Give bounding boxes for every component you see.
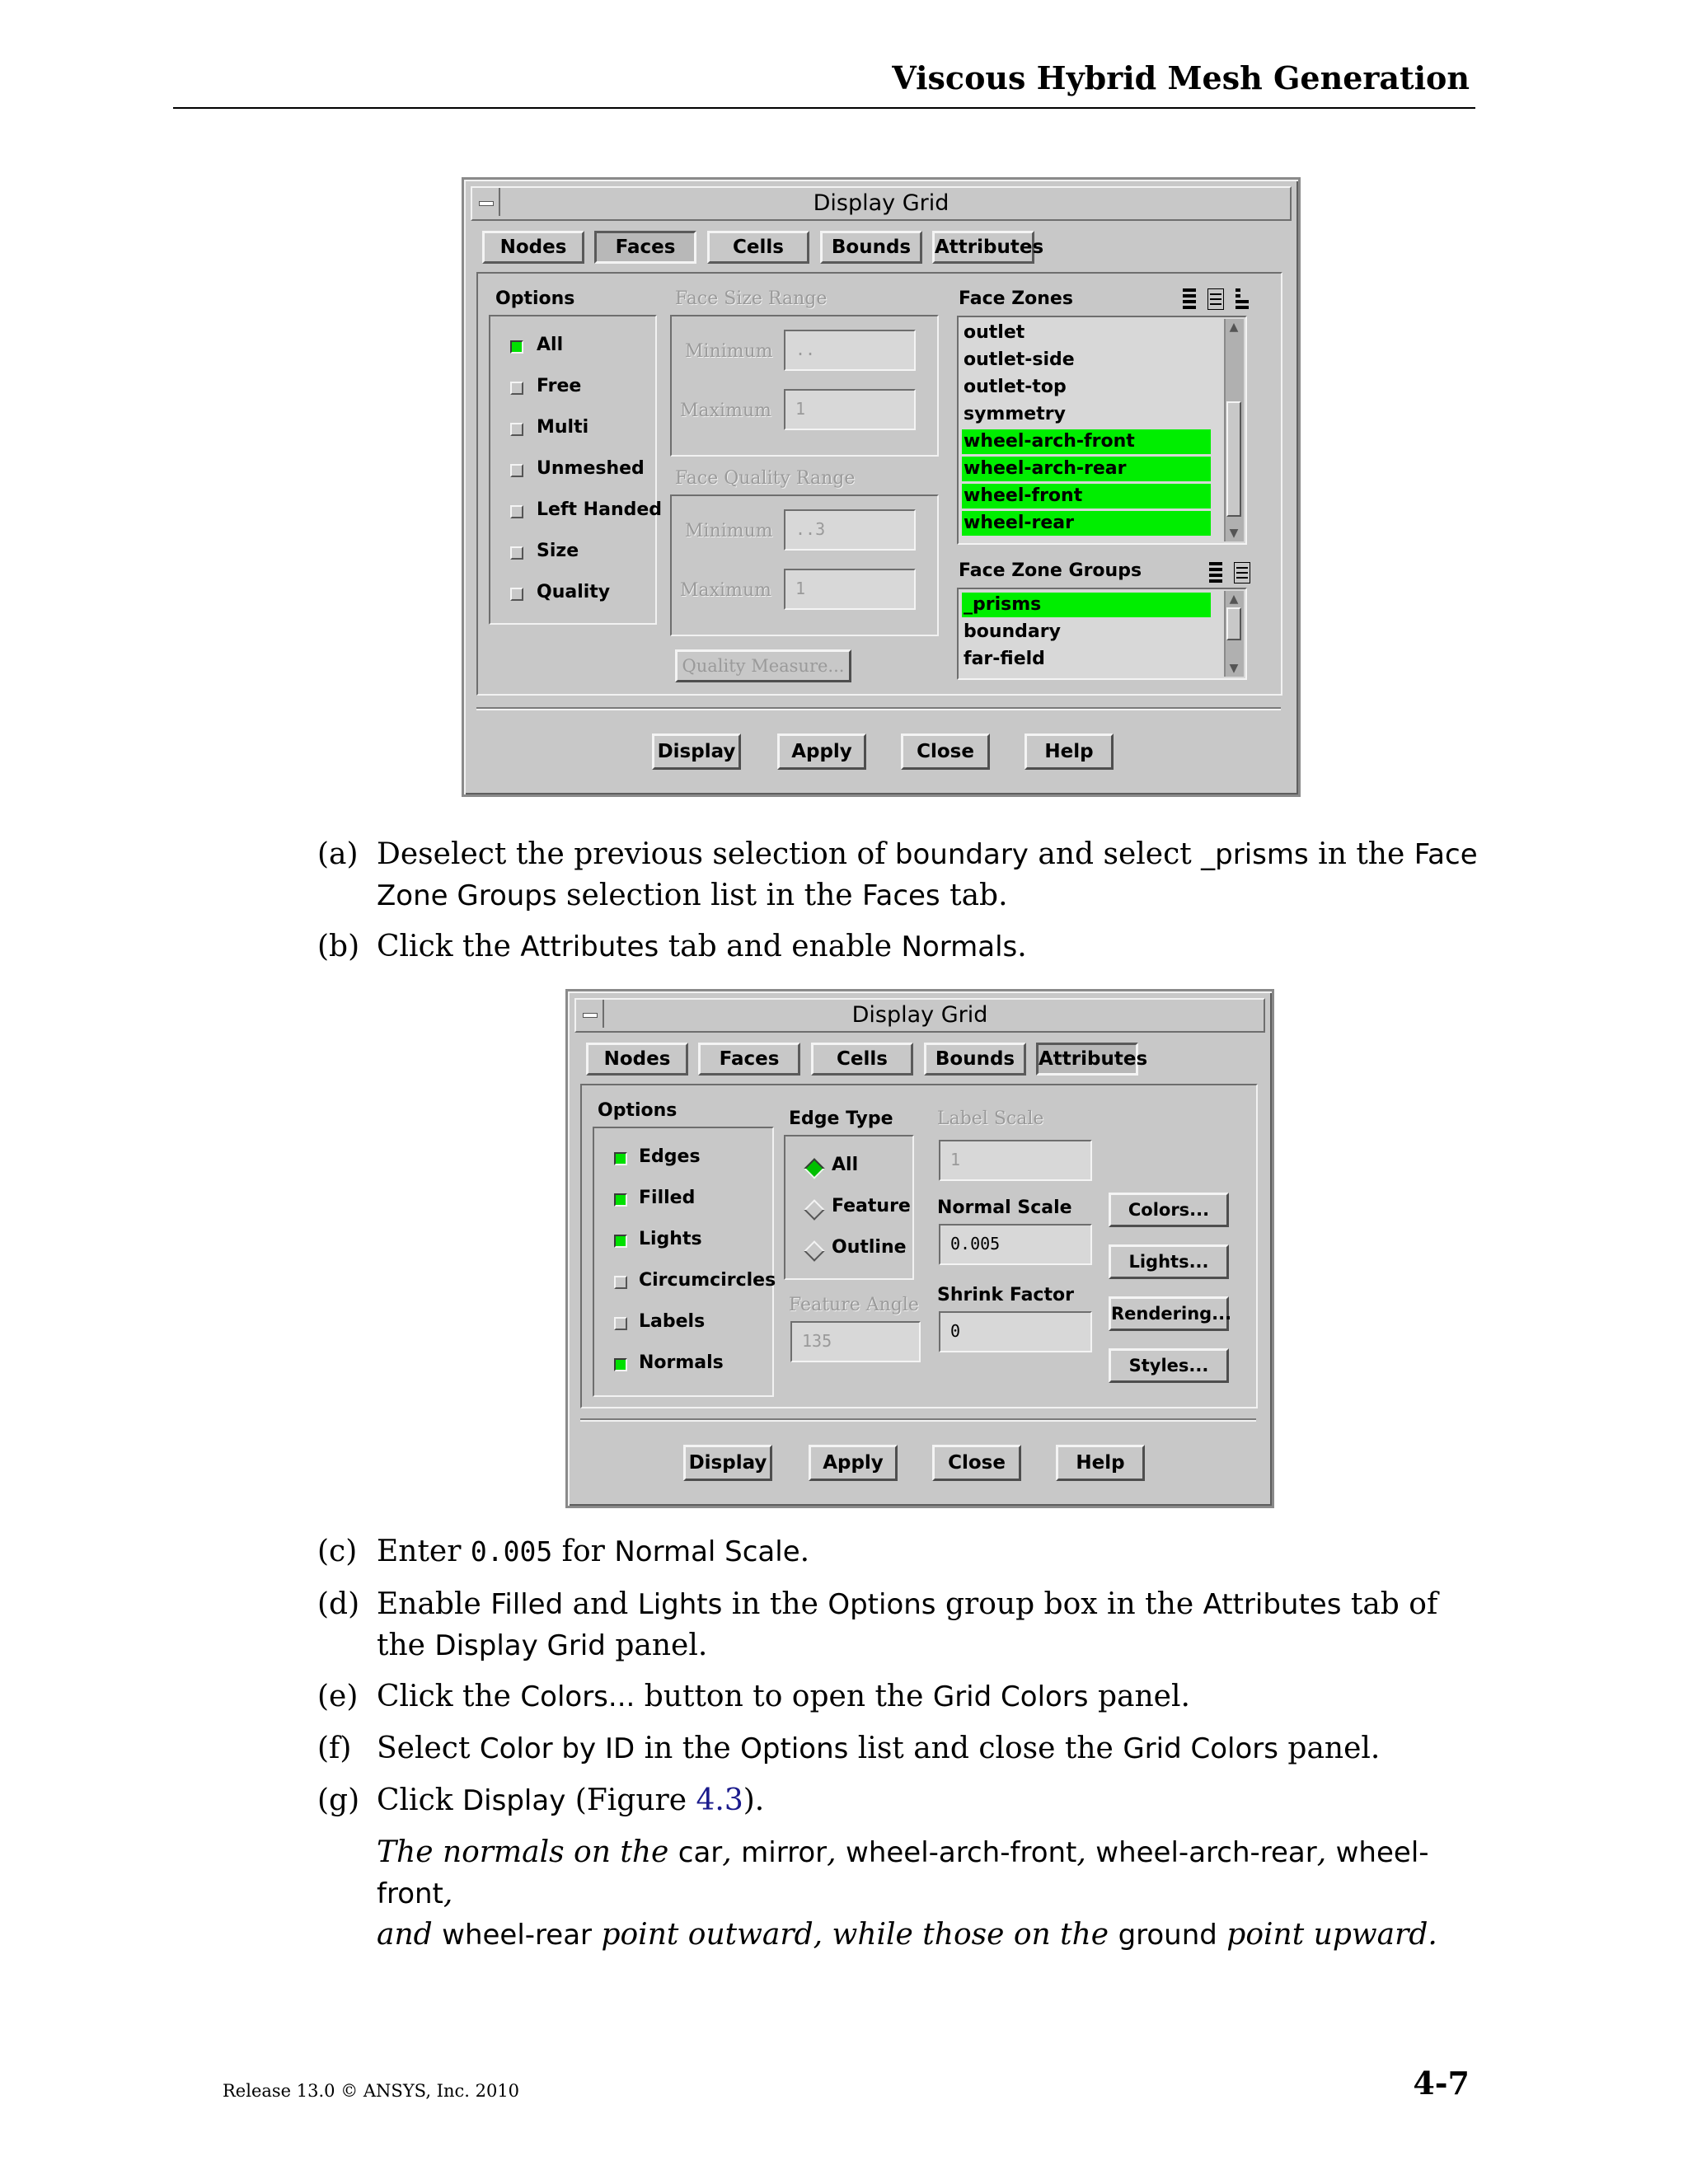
display-grid-dialog-attributes (565, 989, 1274, 1508)
styles-button[interactable]: Styles... (1109, 1348, 1229, 1383)
quality-minimum-input[interactable]: ..3 (784, 509, 916, 551)
dialog-title: Display Grid (813, 190, 950, 216)
option-circumcircles-label: Circumcircles (639, 1270, 776, 1291)
option-all-checkbox[interactable] (510, 340, 523, 354)
dialog-separator (580, 1418, 1256, 1422)
scroll-thumb[interactable] (1226, 401, 1241, 517)
close-button[interactable]: Close (901, 733, 990, 770)
option-normals-checkbox[interactable] (614, 1358, 627, 1371)
face-zone-outlet-top[interactable]: outlet-top (964, 377, 1067, 397)
scroll-down-icon[interactable]: ▼ (1229, 662, 1239, 675)
option-quality-checkbox[interactable] (510, 588, 523, 601)
size-minimum-label: Minimum (685, 341, 773, 362)
face-zone-outlet-side[interactable]: outlet-side (964, 349, 1075, 370)
option-filled-label: Filled (639, 1188, 696, 1208)
option-free-label: Free (537, 376, 582, 396)
note-text: The normals on the car, mirror, wheel-arch-front, wheel-arch-rear, wheel-front, and wheel-rear point outward, while those on the ground point upward. (377, 1835, 1437, 1952)
tab-attributes[interactable]: Attributes (932, 231, 1034, 264)
scroll-thumb[interactable] (1226, 607, 1241, 640)
option-unmeshed-checkbox[interactable] (510, 464, 523, 477)
match-icon[interactable] (1234, 288, 1250, 310)
dialog-title-bar[interactable] (471, 186, 1292, 221)
tab-faces[interactable]: Faces (698, 1043, 800, 1076)
dialog-separator (476, 707, 1281, 710)
option-size-checkbox[interactable] (510, 546, 523, 560)
face-zone-symmetry[interactable]: symmetry (964, 404, 1066, 424)
groups-deselect-all-icon[interactable] (1234, 562, 1250, 583)
step-marker: (g) (317, 1783, 360, 1817)
face-zone-wheel-front[interactable]: wheel-front (962, 484, 1211, 509)
face-zones-scrollbar[interactable] (1224, 319, 1244, 541)
step-text: Click Display (Figure 4.3). (377, 1783, 765, 1817)
quality-maximum-label: Maximum (680, 580, 771, 601)
option-multi-label: Multi (537, 417, 589, 438)
tab-nodes[interactable]: Nodes (586, 1043, 688, 1076)
option-normals-label: Normals (639, 1352, 724, 1373)
option-lights-checkbox[interactable] (614, 1235, 627, 1248)
face-zone-group-boundary[interactable]: boundary (964, 621, 1061, 642)
help-button[interactable]: Help (1056, 1445, 1145, 1481)
option-multi-checkbox[interactable] (510, 423, 523, 436)
option-all-label: All (537, 335, 564, 355)
display-grid-dialog-faces (462, 177, 1301, 797)
tab-bounds[interactable]: Bounds (820, 231, 922, 264)
display-button[interactable]: Display (652, 733, 741, 770)
step-marker: (a) (317, 837, 359, 871)
quality-maximum-input[interactable]: 1 (784, 569, 916, 610)
step-text: Enter 0.005 for Normal Scale. (377, 1535, 810, 1568)
option-edges-checkbox[interactable] (614, 1152, 627, 1165)
quality-measure-button[interactable]: Quality Measure... (675, 649, 851, 682)
option-lights-label: Lights (639, 1229, 702, 1249)
face-zone-group-prisms[interactable]: _prisms (962, 593, 1211, 617)
header-rule (173, 107, 1475, 109)
option-left-handed-label: Left Handed (537, 499, 663, 520)
step-text: Select Color by ID in the Options list and close the Grid Colors panel. (377, 1732, 1381, 1765)
options-label: Options (495, 288, 575, 309)
size-minimum-input[interactable]: .. (784, 330, 916, 371)
running-header: Viscous Hybrid Mesh Generation (892, 59, 1470, 96)
scroll-down-icon[interactable]: ▼ (1229, 527, 1239, 540)
label-scale-input[interactable]: 1 (939, 1140, 1092, 1181)
option-circumcircles-checkbox[interactable] (614, 1276, 627, 1289)
step-marker: (c) (317, 1535, 358, 1568)
option-left-handed-checkbox[interactable] (510, 505, 523, 518)
option-labels-checkbox[interactable] (614, 1317, 627, 1330)
edge-type-feature-label: Feature (832, 1196, 911, 1216)
step-text: Click the Colors... button to open the Grid Colors panel. (377, 1680, 1190, 1713)
face-zone-groups-scrollbar[interactable] (1224, 591, 1244, 677)
tab-nodes[interactable]: Nodes (482, 231, 584, 264)
rendering-button[interactable]: Rendering... (1109, 1296, 1229, 1331)
step-marker: (b) (317, 930, 360, 963)
apply-button[interactable]: Apply (809, 1445, 898, 1481)
normal-scale-input[interactable]: 0.005 (939, 1224, 1092, 1265)
option-labels-label: Labels (639, 1311, 706, 1332)
face-quality-range-label: Face Quality Range (675, 468, 856, 489)
edge-type-outline-label: Outline (832, 1237, 907, 1258)
lights-button[interactable]: Lights... (1109, 1244, 1229, 1279)
face-zone-wheel-arch-front[interactable]: wheel-arch-front (962, 429, 1211, 454)
option-size-label: Size (537, 541, 579, 561)
tab-cells[interactable]: Cells (811, 1043, 913, 1076)
footer-release: Release 13.0 © ANSYS, Inc. 2010 (223, 2081, 520, 2101)
apply-button[interactable]: Apply (777, 733, 866, 770)
option-quality-label: Quality (537, 582, 611, 602)
figure-link[interactable]: 4.3 (696, 1783, 743, 1817)
close-button[interactable]: Close (932, 1445, 1021, 1481)
feature-angle-label: Feature Angle (789, 1295, 919, 1315)
step-marker: (e) (317, 1680, 359, 1713)
groups-select-all-icon[interactable] (1207, 562, 1224, 583)
option-free-checkbox[interactable] (510, 382, 523, 395)
face-zone-groups-label: Face Zone Groups (959, 560, 1142, 581)
deselect-all-icon[interactable] (1207, 288, 1224, 310)
normal-scale-label: Normal Scale (937, 1197, 1072, 1218)
tab-bounds[interactable]: Bounds (924, 1043, 1026, 1076)
edge-type-label: Edge Type (789, 1108, 893, 1129)
option-unmeshed-label: Unmeshed (537, 458, 645, 479)
options-label: Options (598, 1100, 678, 1121)
select-all-icon[interactable] (1181, 288, 1198, 310)
face-zone-group-far-field[interactable]: far-field (964, 649, 1045, 669)
label-scale-label: Label Scale (937, 1108, 1044, 1129)
display-button[interactable]: Display (683, 1445, 772, 1481)
face-zone-wheel-rear[interactable]: wheel-rear (962, 511, 1211, 536)
window-menu-icon[interactable] (576, 1000, 604, 1028)
step-text: Enable Filled and Lights in the Options group box in the Attributes tab of the Display Grid panel. (377, 1587, 1438, 1662)
size-maximum-input[interactable]: 1 (784, 389, 916, 430)
face-zone-outlet[interactable]: outlet (964, 322, 1025, 343)
dialog-title-bar[interactable] (574, 998, 1265, 1033)
face-zones-list[interactable] (957, 316, 1247, 545)
colors-button[interactable]: Colors... (1109, 1193, 1229, 1227)
step-text: Deselect the previous selection of boundary and select _prisms in the Face Zone Groups selection list in the Faces tab. (377, 837, 1478, 912)
face-zones-label: Face Zones (959, 288, 1073, 309)
size-maximum-label: Maximum (680, 401, 771, 421)
tab-attributes[interactable]: Attributes (1036, 1043, 1138, 1076)
step-marker: (d) (317, 1587, 360, 1621)
shrink-factor-input[interactable]: 0 (939, 1311, 1092, 1352)
shrink-factor-label: Shrink Factor (937, 1285, 1074, 1305)
page-number: 4-7 (1413, 2064, 1470, 2102)
option-filled-checkbox[interactable] (614, 1193, 627, 1207)
step-marker: (f) (317, 1732, 352, 1765)
edge-type-all-label: All (832, 1155, 859, 1175)
help-button[interactable]: Help (1025, 733, 1114, 770)
dialog-title: Display Grid (851, 1002, 988, 1028)
tab-cells[interactable]: Cells (707, 231, 809, 264)
scroll-up-icon[interactable]: ▲ (1229, 593, 1239, 606)
quality-minimum-label: Minimum (685, 521, 773, 541)
window-menu-icon[interactable] (472, 188, 500, 216)
tab-faces[interactable]: Faces (594, 231, 696, 264)
face-zone-groups-list[interactable] (957, 588, 1247, 680)
feature-angle-input[interactable]: 135 (790, 1321, 921, 1362)
face-zone-wheel-arch-rear[interactable]: wheel-arch-rear (962, 457, 1211, 481)
step-text: Click the Attributes tab and enable Normals. (377, 930, 1027, 963)
scroll-up-icon[interactable]: ▲ (1229, 321, 1239, 334)
face-size-range-label: Face Size Range (675, 288, 828, 309)
option-edges-label: Edges (639, 1146, 701, 1167)
